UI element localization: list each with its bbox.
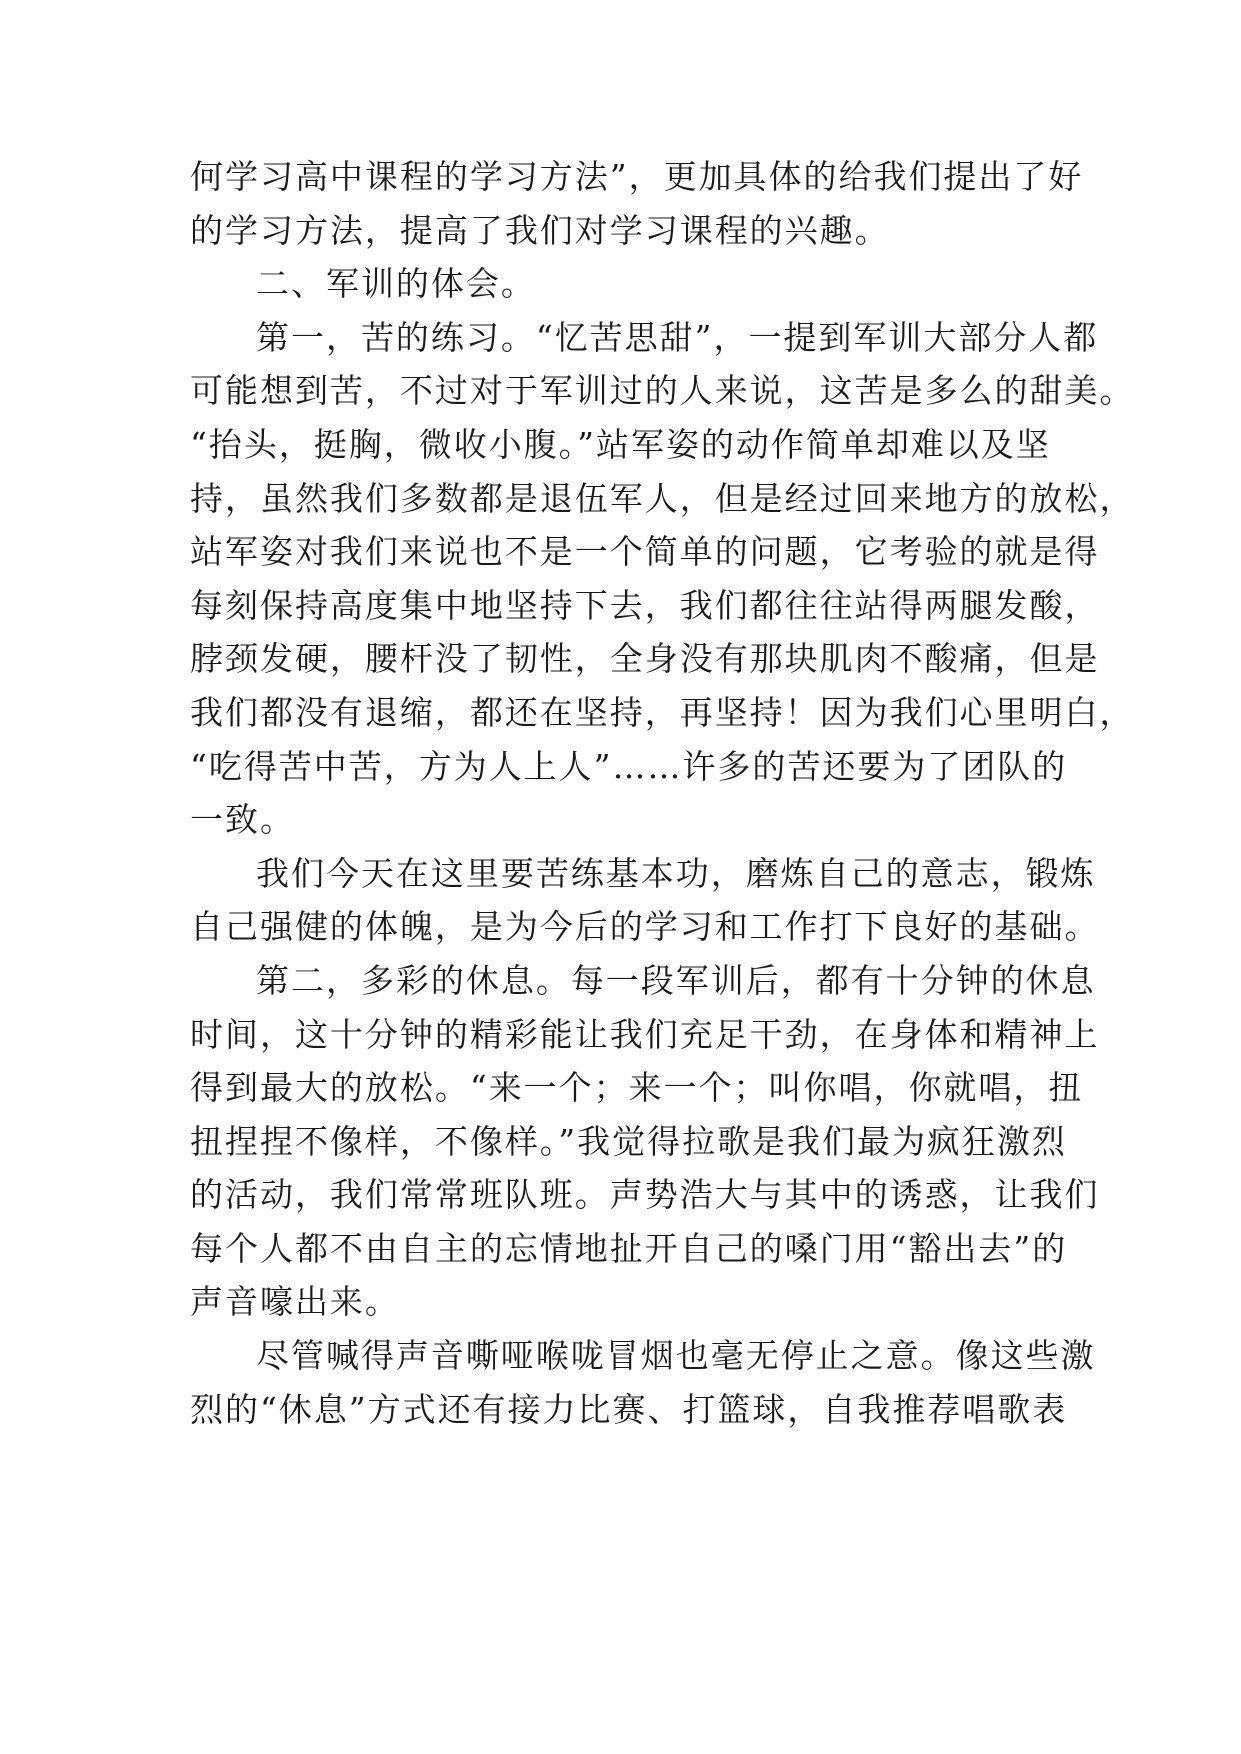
text-line: 站军姿对我们来说也不是一个简单的问题，它考验的就是得 — [190, 532, 1100, 572]
text-line: 烈的“休息”方式还有接力比赛、打篮球，自我推荐唱歌表 — [190, 1389, 1068, 1429]
text-line: “吃得苦中苦，方为人上人”……许多的苦还要为了团队的 — [190, 746, 1068, 786]
text-line: 何学习高中课程的学习方法”，更加具体的给我们提出了好 — [190, 157, 1084, 196]
text-line: 尽管喊得声音嘶哑喉咙冒烟也毫无停止之意。像这些激 — [256, 1336, 1096, 1376]
text-line: “抬头，挺胸，微收小腹。”站军姿的动作简单却难以及坚 — [190, 424, 1051, 464]
text-line: 的学习方法，提高了我们对学习课程的兴趣。 — [190, 210, 890, 250]
text-line: 自己强健的体魄，是为今后的学习和工作打下良好的基础。 — [190, 907, 1100, 947]
text-line: 得到最大的放松。“来一个；来一个；叫你唱，你就唱，扭 — [190, 1068, 1084, 1108]
body-text — [190, 150, 1135, 1436]
text-line: 一致。 — [190, 800, 295, 840]
text-line: 我们今天在这里要苦练基本功，磨炼自己的意志，锻炼 — [256, 853, 1096, 893]
text-line: 第二，多彩的休息。每一段军训后，都有十分钟的休息 — [256, 960, 1096, 1000]
text-line: 声音嚎出来。 — [190, 1282, 400, 1322]
text-line: 二、军训的体会。 — [256, 264, 536, 304]
text-line: 时间，这十分钟的精彩能让我们充足干劲，在身体和精神上 — [190, 1014, 1100, 1054]
text-line: 我们都没有退缩，都还在坚持，再坚持！因为我们心里明白， — [190, 692, 1135, 732]
text-line: 持，虽然我们多数都是退伍军人，但是经过回来地方的放松， — [190, 478, 1135, 518]
text-line: 可能想到苦，不过对于军训过的人来说，这苦是多么的甜美。 — [190, 371, 1135, 411]
text-line: 每个人都不由自主的忘情地扯开自己的嗓门用“豁出去”的 — [190, 1228, 1068, 1268]
text-line: 的活动，我们常常班队班。声势浩大与其中的诱惑，让我们 — [190, 1175, 1100, 1215]
text-line: 每刻保持高度集中地坚持下去，我们都往往站得两腿发酸， — [190, 585, 1100, 625]
text-line: 脖颈发硬，腰杆没了韧性，全身没有那块肌肉不酸痛，但是 — [190, 639, 1100, 679]
text-line: 扭捏捏不像样，不像样。”我觉得拉歌是我们最为疯狂激烈 — [190, 1121, 1067, 1161]
text-line: 第一，苦的练习。“忆苦思甜”，一提到军训大部分人都 — [256, 317, 1099, 357]
